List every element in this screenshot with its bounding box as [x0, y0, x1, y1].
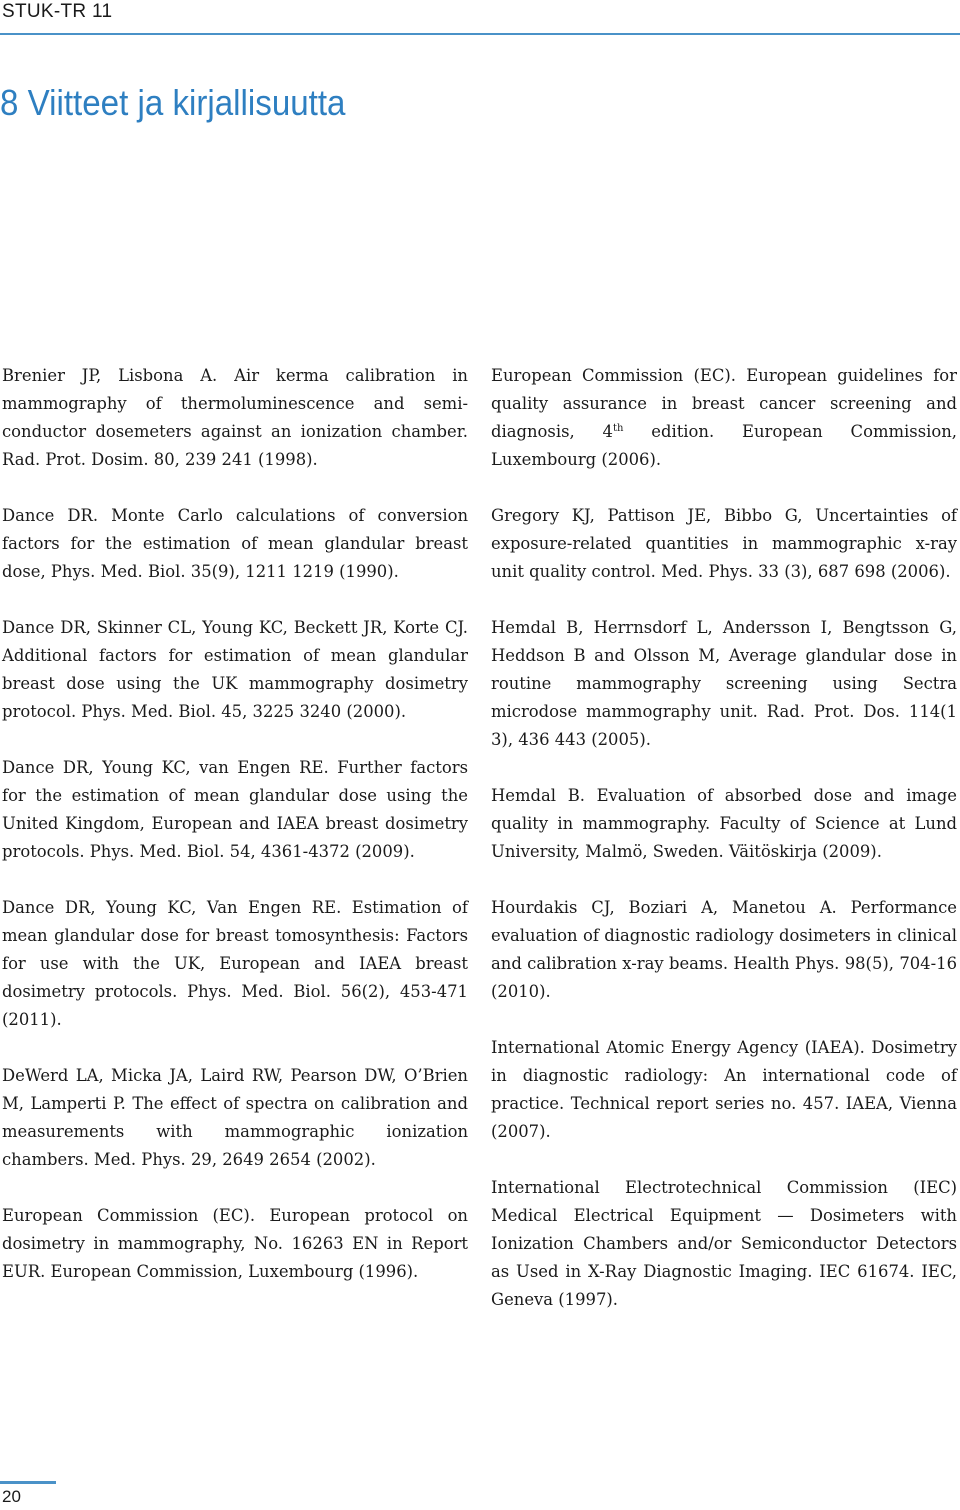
reference-iaea-2007: International Atomic Energy Agency (IAEA). Dosimetry in diagnostic radiology: An international code of practice. Technical report series no. 457. IAEA, Vienna (2007).	[491, 1038, 957, 1141]
reference-iec-1997: International Electrotechnical Commission (IEC) Medical Electrical Equipment — Dosimeters with Ionization Chambers and/or Semiconductor Detectors as Used in X-Ray Diagnostic Imaging. IEC 61674. IEC, Geneva (1997).	[491, 1178, 957, 1309]
reference-ec-2006-text-end: edition. European Commission, Luxembourg (2006).	[491, 422, 957, 469]
reference-dance-1990: Dance DR. Monte Carlo calculations of conversion factors for the estimation of mean glandular breast dose, Phys. Med. Biol. 35(9), 1211 1219 (1990).	[2, 506, 468, 581]
reference-hourdakis-2010: Hourdakis CJ, Boziari A, Manetou A. Performance evaluation of diagnostic radiology dosimeters in clinical and calibration x-ray beams. Health Phys. 98(5), 704-16 (2010).	[491, 898, 957, 1001]
reference-dance-2011: Dance DR, Young KC, Van Engen RE. Estimation of mean glandular dose for breast tomosynthesis: Factors for use with the UK, European and IAEA breast dosimetry protocols. Phys. Med. Biol. 56(2), 453-471 (2011).	[2, 898, 468, 1029]
chapter-title: 8 Viitteet ja kirjallisuutta	[0, 82, 346, 123]
edition-superscript: th	[612, 423, 624, 434]
running-head: STUK-TR 11	[2, 1, 113, 22]
reference-hemdal-2009: Hemdal B. Evaluation of absorbed dose and image quality in mammography. Faculty of Science at Lund University, Malmö, Sweden. Väitöskirja (2009).	[491, 786, 957, 861]
page-number: 20	[2, 1487, 21, 1506]
reference-gregory-2006: Gregory KJ, Pattison JE, Bibbo G, Uncertainties of exposure-related quantities in mammographic x-ray unit quality control. Med. Phys. 33 (3), 687 698 (2006).	[491, 506, 957, 581]
reference-ec-1996: European Commission (EC). European protocol on dosimetry in mammography, No. 16263 EN in Report EUR. European Commission, Luxembourg (1996).	[2, 1206, 468, 1281]
footer-rule	[0, 1481, 56, 1484]
reference-dewerd-2002: DeWerd LA, Micka JA, Laird RW, Pearson DW, O’Brien M, Lamperti P. The effect of spectra on calibration and measurements with mammographic ionization chambers. Med. Phys. 29, 2649 2654 (2002).	[2, 1066, 468, 1169]
references-right-column	[491, 362, 957, 1342]
reference-brenier-1998: Brenier JP, Lisbona A. Air kerma calibration in mammography of thermoluminescence and semi-conductor dosemeters against an ionization chamber. Rad. Prot. Dosim. 80, 239 241 (1998).	[2, 366, 468, 469]
reference-ec-2006	[491, 362, 957, 474]
reference-hemdal-2005: Hemdal B, Herrnsdorf L, Andersson I, Bengtsson G, Heddson B and Olsson M, Average glandular dose in routine mammography screening using Sectra microdose mammography unit. Rad. Prot. Dos. 114(1 3), 436 443 (2005).	[491, 618, 957, 749]
reference-dance-2009: Dance DR, Young KC, van Engen RE. Further factors for the estimation of mean glandular dose using the United Kingdom, European and IAEA breast dosimetry protocols. Phys. Med. Biol. 54, 4361-4372 (2009).	[2, 758, 468, 861]
header-rule	[0, 33, 960, 35]
references-left-column	[2, 362, 468, 1314]
reference-ec-2006-text: European Commission (EC). European guidelines for quality assurance in breast cancer screening and diagnosis, 4	[491, 366, 957, 441]
reference-dance-2000: Dance DR, Skinner CL, Young KC, Beckett JR, Korte CJ. Additional factors for estimation of mean glandular breast dose using the UK mammography dosimetry protocol. Phys. Med. Biol. 45, 3225 3240 (2000).	[2, 618, 468, 721]
